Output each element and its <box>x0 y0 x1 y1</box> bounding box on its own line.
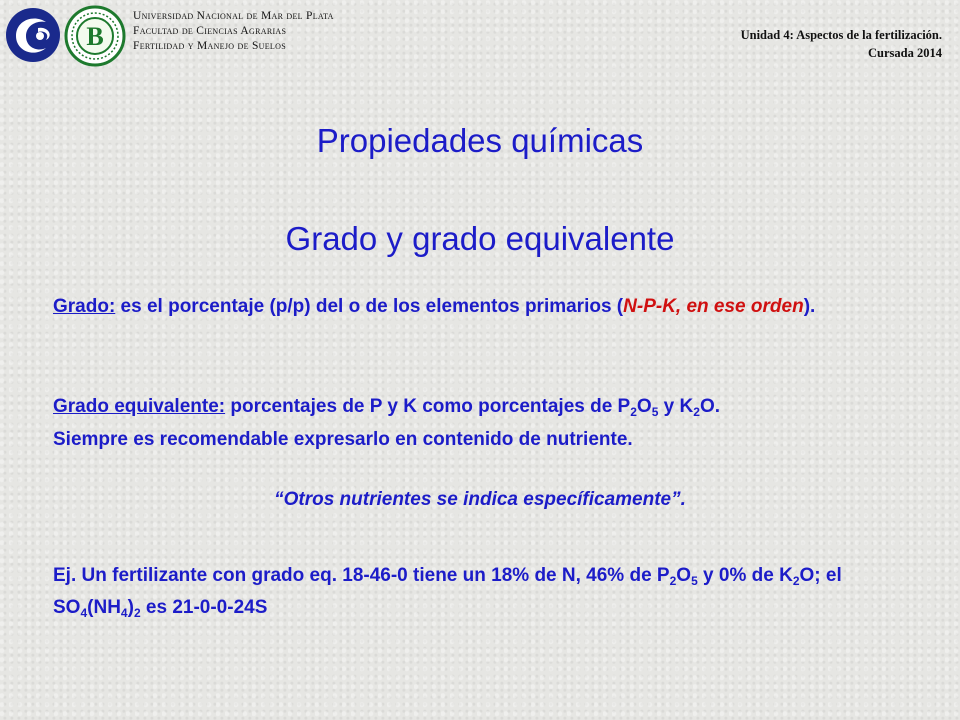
subscript: 2 <box>133 606 141 620</box>
slide-subtitle: Grado y grado equivalente <box>285 220 675 257</box>
institution-block <box>133 9 334 54</box>
grado-text-1: es el porcentaje (p/p) del o de los elementos primarios ( <box>115 296 624 317</box>
grado-text-2: ). <box>803 296 816 317</box>
course-info <box>741 26 942 62</box>
faculty-logo <box>64 5 126 67</box>
grado-equivalente-recommendation: Siempre es recomendable expresarlo en contenido de nutriente. <box>53 429 633 450</box>
example-text: O; el SO <box>53 565 842 618</box>
grado-equivalente-text-3: y K <box>658 396 694 417</box>
grado-equivalente-term: Grado equivalente: <box>53 396 226 417</box>
subscript: 2 <box>792 574 800 588</box>
example-text: (NH <box>87 597 121 618</box>
university-logo <box>4 6 62 64</box>
example-paragraph <box>53 560 913 624</box>
subscript: 4 <box>120 606 128 620</box>
example-text: ) <box>127 597 134 618</box>
quote-other-nutrients: “Otros nutrientes se indica específicamente”. <box>274 489 686 510</box>
grado-equivalente-definition <box>53 392 913 422</box>
example-text: es 21-0-0-24S <box>140 597 268 618</box>
subscript: 4 <box>80 606 88 620</box>
example-text: Ej. Un fertilizante con grado eq. 18-46-0 tiene un 18% de N, 46% de P <box>53 565 670 586</box>
grado-term: Grado: <box>53 296 116 317</box>
grado-equivalente-text-1: porcentajes de P y K como porcentajes de P <box>225 396 631 417</box>
course-unit: Unidad 4: Aspectos de la fertilización. <box>740 28 942 42</box>
institution-course: Fertilidad y Manejo de Suelos <box>133 40 286 52</box>
slide-title: Propiedades químicas <box>316 122 644 159</box>
example-text: y 0% de K <box>697 565 793 586</box>
subscript: 5 <box>651 405 659 419</box>
faculty-logo-letter: B <box>86 22 104 51</box>
subscript: 2 <box>693 405 700 419</box>
subscript: 2 <box>630 405 637 419</box>
example-text: O <box>676 565 692 586</box>
grado-highlight: N-P-K, en ese orden <box>623 296 804 317</box>
course-year: Cursada 2014 <box>868 46 942 60</box>
subscript: 2 <box>669 574 677 588</box>
institution-faculty: Facultad de Ciencias Agrarias <box>133 25 287 37</box>
grado-equivalente-text-2: O <box>636 396 652 417</box>
institution-university: Universidad Nacional de Mar del Plata <box>133 10 334 22</box>
grado-definition <box>53 292 913 322</box>
grado-equivalente-text-4: O. <box>699 396 720 417</box>
subscript: 5 <box>691 574 698 588</box>
